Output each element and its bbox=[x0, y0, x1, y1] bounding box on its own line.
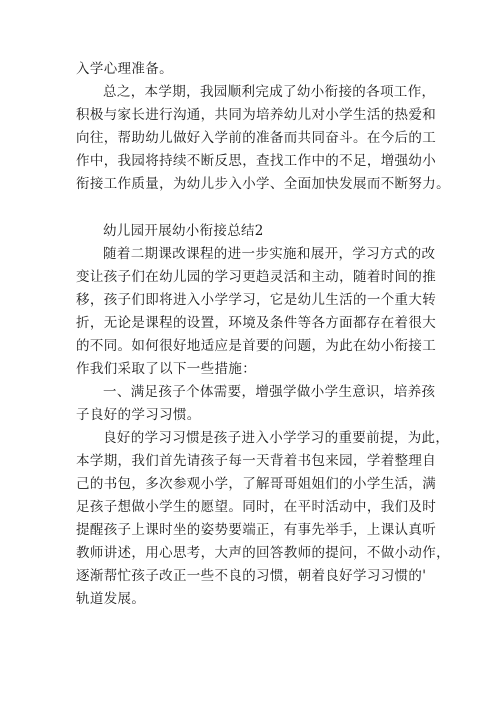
paragraph-2-line: 衔接工作质量，为幼儿步入小学、全面加快发展而不断努力。 bbox=[76, 176, 450, 192]
paragraph-5-line: 良好的学习习惯是孩子进入小学学习的重要前提，为此， bbox=[103, 430, 450, 446]
paragraph-2-line: 向往，帮助幼儿做好入学前的准备而共同奋斗。在今后的工 bbox=[76, 130, 437, 146]
section-heading: 幼儿园开展幼小衔接总结2 bbox=[103, 223, 264, 239]
section-gap bbox=[76, 196, 434, 220]
paragraph-3-line: 变让孩子们在幼儿园的学习更趋灵活和主动，随着时间的推 bbox=[76, 269, 437, 285]
paragraph-3-line: 移，孩子们即将进入小学学习，它是幼儿生活的一个重大转 bbox=[76, 292, 437, 308]
paragraph-5-line: 提醒孩子上课时坐的姿势要端正，有事先举手，上课认真听 bbox=[76, 522, 437, 538]
paragraph-3-line: 随着二期课改课程的进一步实施和展开，学习方式的改 bbox=[103, 246, 436, 262]
document-page bbox=[76, 58, 450, 611]
paragraph-5-line: 本学期，我们首先请孩子每一天背着书包来园，学着整理自 bbox=[76, 453, 437, 469]
paragraph-4-line: 子良好的学习习惯。 bbox=[76, 407, 201, 423]
paragraph-3-line: 作我们采取了以下一些措施： bbox=[76, 361, 257, 377]
paragraph-4-line: 一、满足孩子个体需要，增强学做小学生意识，培养孩 bbox=[103, 384, 436, 400]
paragraph-3-line: 折，无论是课程的设置，环境及条件等各方面都存在着很大 bbox=[76, 315, 437, 331]
paragraph-5-line: 足孩子想做小学生的愿望。同时，在平时活动中，我们及时 bbox=[76, 499, 437, 515]
paragraph-5-line: 教师讲述，用心思考，大声的回答教师的提问，不做小动作， bbox=[76, 545, 450, 561]
paragraph-5-line: 轨道发展。 bbox=[76, 591, 146, 607]
paragraph-1-line: 入学心理准备。 bbox=[76, 61, 173, 77]
paragraph-5-line: 己的书包，多次参观小学，了解哥哥姐姐们的小学生活，满 bbox=[76, 476, 437, 492]
paragraph-2-line: 总之，本学期，我园顺利完成了幼小衔接的各项工作， bbox=[103, 84, 436, 100]
paragraph-3-line: 的不同。如何很好地适应是首要的问题，为此在幼小衔接工 bbox=[76, 338, 437, 354]
paragraph-2-line: 积极与家长进行沟通，共同为培养幼儿对小学生活的热爱和 bbox=[76, 107, 437, 123]
paragraph-5-line: 逐渐帮忙孩子改正一些不良的习惯，朝着良好学习习惯的' bbox=[76, 568, 427, 584]
paragraph-2-line: 作中，我园将持续不断反思，查找工作中的不足，增强幼小 bbox=[76, 153, 437, 169]
